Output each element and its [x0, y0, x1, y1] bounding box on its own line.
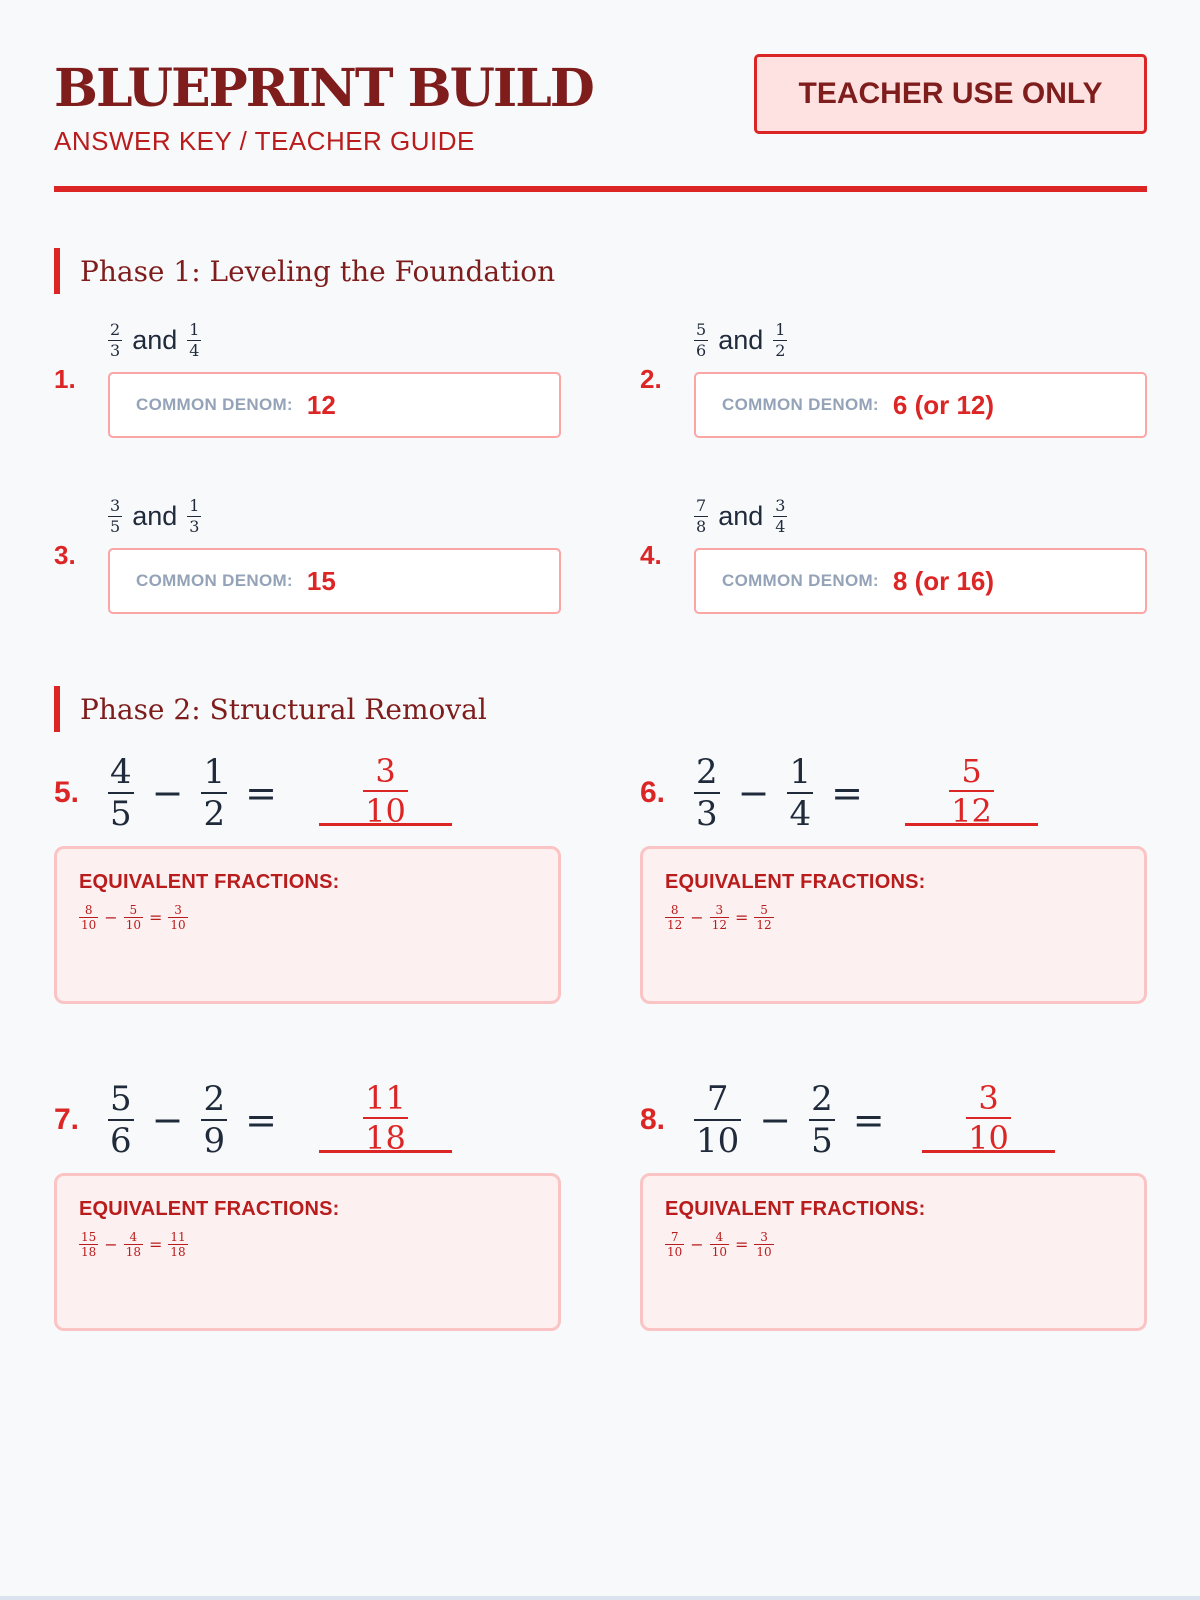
teacher-use-badge: TEACHER USE ONLY [754, 54, 1147, 134]
item-number: 3. [54, 540, 76, 570]
equals-sign: = [734, 908, 749, 927]
fraction: $\frac{1}{4}$ [189, 319, 200, 360]
phase1-heading: Phase 1: Leveling the Foundation [54, 248, 555, 294]
equals-sign: = [734, 1235, 749, 1254]
common-denom-answer-box [108, 372, 561, 438]
item-number: 4. [640, 540, 662, 570]
fraction: $\frac{1}{3}$ [189, 495, 200, 536]
phase1-item [640, 316, 1160, 446]
common-denom-answer: 12 [306, 389, 336, 420]
fraction: $\frac{5}{10}$ [125, 903, 141, 932]
answer-blank [319, 751, 452, 830]
minus-sign: − [690, 908, 704, 927]
answer-blank [905, 751, 1038, 830]
minus-sign: − [104, 1235, 118, 1254]
fraction: $\frac{2}{5}$ [811, 1079, 833, 1161]
item-number: 6. [640, 776, 666, 809]
answer-blank [319, 1078, 452, 1157]
fraction: $\frac{4}{10}$ [711, 1230, 727, 1259]
fraction: $\frac{15}{18}$ [81, 1230, 97, 1259]
common-denom-label: COMMON DENOM: [722, 395, 879, 414]
common-denom-answer-box [108, 548, 561, 614]
equivalent-fractions-box [640, 1173, 1147, 1331]
fraction: $\frac{3}{5}$ [110, 495, 121, 536]
phase1-item [640, 492, 1160, 622]
minus-sign: − [104, 908, 118, 927]
fraction: $\frac{7}{10}$ [667, 1230, 683, 1259]
equivalent-fractions-work [665, 904, 1122, 931]
subtraction-equation [640, 751, 1147, 834]
answer-fraction: $\frac{3}{10}$ [968, 1078, 1009, 1157]
fraction: $\frac{1}{2}$ [203, 752, 226, 834]
phase1-item [54, 492, 574, 622]
and-label: and [132, 324, 178, 355]
equals-sign: = [831, 771, 863, 815]
fraction: $\frac{2}{9}$ [203, 1079, 226, 1161]
common-denom-answer: 15 [306, 565, 336, 596]
fraction: $\frac{7}{10}$ [696, 1079, 740, 1161]
fraction: $\frac{11}{18}$ [170, 1230, 186, 1259]
minus-sign: − [737, 771, 770, 815]
fraction: $\frac{3}{10}$ [170, 903, 186, 932]
phase1-item [54, 316, 574, 446]
common-denom-label: COMMON DENOM: [136, 395, 293, 414]
common-denom-answer: 6 (or 12) [892, 389, 995, 420]
common-denom-answer: 8 (or 16) [892, 565, 995, 596]
equivalent-fractions-label: EQUIVALENT FRACTIONS: [79, 1198, 340, 1220]
fraction-pair [694, 316, 787, 364]
item-number: 5. [54, 776, 80, 809]
answer-fraction: $\frac{5}{12}$ [951, 751, 992, 830]
common-denom-answer-box [694, 548, 1147, 614]
fraction: $\frac{3}{12}$ [711, 903, 727, 932]
answer-fraction: $\frac{3}{10}$ [365, 751, 406, 830]
equivalent-fractions-work [665, 1231, 1122, 1258]
minus-sign: − [151, 1098, 184, 1142]
fraction-pair [108, 316, 201, 364]
and-label: and [718, 324, 764, 355]
item-number: 2. [640, 364, 662, 394]
phase2-item [640, 751, 1147, 1018]
and-label: and [132, 500, 178, 531]
minus-sign: − [690, 1235, 704, 1254]
answer-fraction: $\frac{11}{18}$ [365, 1078, 406, 1157]
common-denom-answer-box [694, 372, 1147, 438]
equivalent-fractions-label: EQUIVALENT FRACTIONS: [665, 871, 926, 893]
equation-expression [108, 752, 277, 834]
equation-expression [694, 1079, 885, 1161]
header-divider [54, 186, 1147, 192]
equation-expression [694, 752, 863, 834]
fraction: $\frac{4}{18}$ [125, 1230, 141, 1259]
equivalent-fractions-label: EQUIVALENT FRACTIONS: [665, 1198, 926, 1220]
fraction: $\frac{2}{3}$ [696, 752, 718, 834]
phase2-item [54, 1078, 561, 1345]
fraction: $\frac{8}{12}$ [667, 903, 683, 932]
fraction: $\frac{8}{10}$ [81, 903, 97, 932]
equivalent-fractions-box [54, 846, 561, 1004]
page-title: BLUEPRINT BUILD [54, 58, 593, 119]
fraction: $\frac{5}{6}$ [110, 1079, 132, 1161]
fraction: $\frac{1}{4}$ [789, 752, 812, 834]
minus-sign: − [151, 771, 184, 815]
fraction: $\frac{3}{10}$ [756, 1230, 772, 1259]
fraction-pair [108, 492, 201, 540]
phase2-item [640, 1078, 1147, 1345]
equivalent-fractions-label: EQUIVALENT FRACTIONS: [79, 871, 340, 893]
fraction: $\frac{1}{2}$ [775, 319, 786, 360]
common-denom-label: COMMON DENOM: [136, 571, 293, 590]
fraction: $\frac{4}{5}$ [110, 752, 132, 834]
fraction: $\frac{5}{12}$ [756, 903, 772, 932]
subtraction-equation [54, 751, 561, 834]
equivalent-fractions-box [640, 846, 1147, 1004]
equivalent-fractions-box [54, 1173, 561, 1331]
minus-sign: − [759, 1098, 792, 1142]
phase2-item [54, 751, 561, 1018]
bottom-edge [0, 1596, 1200, 1600]
worksheet-page [54, 0, 1147, 1600]
item-number: 8. [640, 1103, 666, 1136]
equals-sign: = [245, 771, 277, 815]
answer-blank [922, 1078, 1055, 1157]
equals-sign: = [148, 1235, 163, 1254]
equation-expression [108, 1079, 277, 1161]
fraction: $\frac{2}{3}$ [110, 319, 121, 360]
item-number: 7. [54, 1103, 80, 1136]
fraction: $\frac{3}{4}$ [775, 495, 786, 536]
subtraction-equation [640, 1078, 1147, 1161]
fraction-pair [694, 492, 787, 540]
equals-sign: = [852, 1098, 885, 1142]
equals-sign: = [148, 908, 163, 927]
equivalent-fractions-work [79, 904, 536, 931]
fraction: $\frac{5}{6}$ [696, 319, 707, 360]
and-label: and [718, 500, 764, 531]
page-subtitle: ANSWER KEY / TEACHER GUIDE [54, 126, 475, 156]
subtraction-equation [54, 1078, 561, 1161]
item-number: 1. [54, 364, 76, 394]
phase2-heading: Phase 2: Structural Removal [54, 686, 487, 732]
equivalent-fractions-work [79, 1231, 536, 1258]
fraction: $\frac{7}{8}$ [696, 495, 707, 536]
common-denom-label: COMMON DENOM: [722, 571, 879, 590]
equals-sign: = [245, 1098, 277, 1142]
